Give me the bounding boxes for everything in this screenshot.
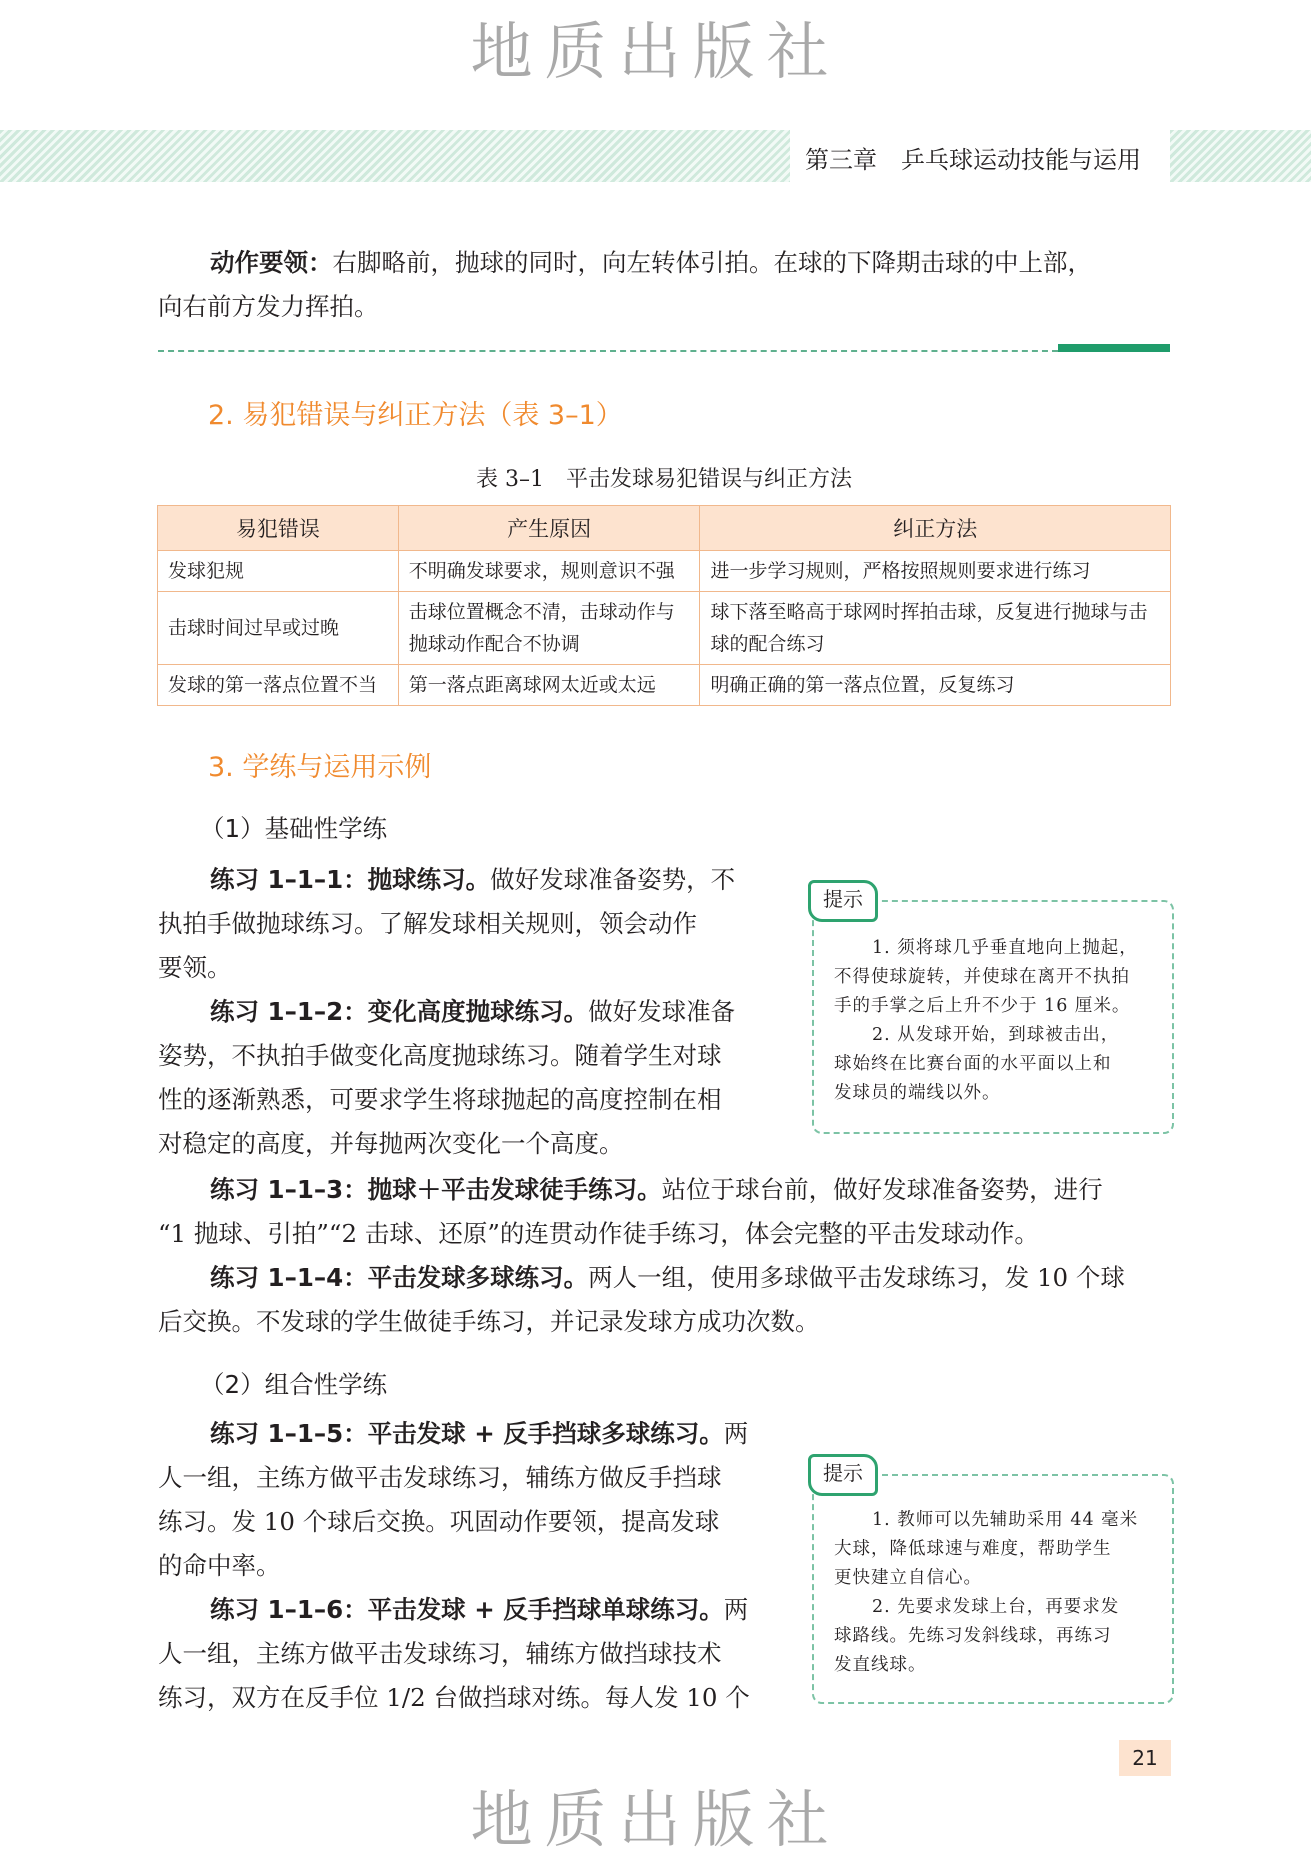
exercise-5-title: 练习 1–1–5：平击发球 + 反手挡球多球练习。 bbox=[210, 1419, 724, 1448]
table-cell-fix: 球下落至略高于球网时挥拍击球，反复进行抛球与击球的配合练习 bbox=[700, 592, 1171, 665]
tip1-line: 不得使球旋转，并使球在离开不执拍 bbox=[834, 967, 1130, 987]
section3-heading: 3. 学练与运用示例 bbox=[208, 752, 432, 783]
tip2-line: 球路线。先练习发斜线球，再练习 bbox=[834, 1626, 1112, 1646]
tip1-line: 手的手掌之后上升不少于 16 厘米。 bbox=[834, 996, 1131, 1016]
table-cell-cause: 不明确发球要求，规则意识不强 bbox=[398, 551, 700, 592]
exercise-6-line3: 练习，双方在反手位 1/2 台做挡球对练。每人发 10 个 bbox=[158, 1683, 750, 1712]
table-header-cell: 纠正方法 bbox=[700, 506, 1171, 551]
table-header-cell: 产生原因 bbox=[398, 506, 700, 551]
exercise-5-line3: 练习。发 10 个球后交换。巩固动作要领，提高发球 bbox=[158, 1507, 720, 1536]
header-hatch-left bbox=[0, 130, 790, 182]
section-divider bbox=[158, 350, 1058, 352]
section-divider-accent bbox=[1058, 344, 1170, 352]
exercise-5-line2: 人一组，主练方做平击发球练习，辅练方做反手挡球 bbox=[158, 1463, 722, 1492]
subsection2-heading: （2）组合性学练 bbox=[200, 1370, 388, 1399]
table-row bbox=[158, 551, 1171, 592]
table-header-cell: 易犯错误 bbox=[158, 506, 399, 551]
page-number: 21 bbox=[1119, 1740, 1171, 1776]
table-cell-fix: 明确正确的第一落点位置，反复练习 bbox=[700, 665, 1171, 706]
table-caption: 表 3–1 平击发球易犯错误与纠正方法 bbox=[476, 467, 852, 492]
tip1-line: 2. 从发球开始，到球被击出， bbox=[872, 1025, 1120, 1045]
exercise-2-line4: 对稳定的高度，并每抛两次变化一个高度。 bbox=[158, 1129, 624, 1158]
tip-box-1 bbox=[812, 887, 1174, 1134]
tip1-line: 球始终在比赛台面的水平面以上和 bbox=[834, 1054, 1112, 1074]
exercise-4-text: 两人一组，使用多球做平击发球练习，发 10 个球 bbox=[588, 1263, 1125, 1292]
table-cell-cause: 第一落点距离球网太近或太远 bbox=[398, 665, 700, 706]
exercise-6-title: 练习 1–1–6：平击发球 + 反手挡球单球练习。 bbox=[210, 1595, 724, 1624]
chapter-header bbox=[0, 130, 1311, 182]
exercise-2-line2: 姿势，不执拍手做变化高度抛球练习。随着学生对球 bbox=[158, 1041, 722, 1070]
tip2-line: 更快建立自信心。 bbox=[834, 1568, 982, 1588]
exercise-1-line3: 要领。 bbox=[158, 953, 232, 982]
exercise-3-line2: “1 抛球、引拍”“2 击球、还原”的连贯动作徒手练习，体会完整的平击发球动作。 bbox=[158, 1219, 1039, 1248]
exercise-6-text: 两 bbox=[723, 1595, 749, 1624]
key-points-line2: 向右前方发力挥拍。 bbox=[158, 292, 379, 321]
subsection1-heading: （1）基础性学练 bbox=[200, 814, 388, 843]
exercise-2-line3: 性的逐渐熟悉，可要求学生将球抛起的高度控制在相 bbox=[158, 1085, 722, 1114]
table-cell-cause: 击球位置概念不清，击球动作与抛球动作配合不协调 bbox=[398, 592, 700, 665]
header-hatch-right bbox=[1170, 130, 1311, 182]
exercise-3-title: 练习 1–1–3：抛球＋平击发球徒手练习。 bbox=[210, 1175, 662, 1204]
tip-label-1: 提示 bbox=[808, 880, 878, 922]
exercise-1-line1 bbox=[210, 858, 735, 902]
tip-label-2: 提示 bbox=[808, 1454, 878, 1496]
table-header-row bbox=[158, 506, 1171, 551]
table-cell-error: 击球时间过早或过晚 bbox=[158, 592, 399, 665]
tip2-line: 1. 教师可以先辅助采用 44 毫米 bbox=[872, 1510, 1139, 1530]
table-cell-error: 发球犯规 bbox=[158, 551, 399, 592]
tip-box-2 bbox=[812, 1461, 1174, 1704]
exercise-4-line2: 后交换。不发球的学生做徒手练习，并记录发球方成功次数。 bbox=[158, 1307, 820, 1336]
exercise-5-line1 bbox=[210, 1412, 748, 1456]
tip2-line: 发直线球。 bbox=[834, 1655, 927, 1675]
exercise-1-title: 练习 1–1–1：抛球练习。 bbox=[210, 865, 491, 894]
table-row bbox=[158, 665, 1171, 706]
exercise-4-title: 练习 1–1–4：平击发球多球练习。 bbox=[210, 1263, 589, 1292]
exercise-1-line2: 执拍手做抛球练习。了解发球相关规则，领会动作 bbox=[158, 909, 697, 938]
exercise-2-text: 做好发球准备 bbox=[588, 997, 736, 1026]
exercise-6-line1 bbox=[210, 1588, 748, 1632]
tip1-line: 发球员的端线以外。 bbox=[834, 1083, 1001, 1103]
exercise-4-line1 bbox=[210, 1256, 1125, 1300]
exercise-1-text: 做好发球准备姿势，不 bbox=[490, 865, 736, 894]
chapter-title: 第三章 乒乓球运动技能与运用 bbox=[805, 146, 1141, 174]
key-points-line1 bbox=[210, 241, 1092, 285]
table-row bbox=[158, 592, 1171, 665]
section2-heading: 2. 易犯错误与纠正方法（表 3–1） bbox=[208, 400, 623, 431]
errors-table bbox=[157, 505, 1171, 706]
tip1-line: 1. 须将球几乎垂直地向上抛起， bbox=[872, 938, 1138, 958]
table-cell-fix: 进一步学习规则，严格按照规则要求进行练习 bbox=[700, 551, 1171, 592]
tip2-line: 大球，降低球速与难度，帮助学生 bbox=[834, 1539, 1112, 1559]
exercise-2-title: 练习 1–1–2：变化高度抛球练习。 bbox=[210, 997, 589, 1026]
watermark-bottom: 地质出版社 bbox=[470, 1783, 841, 1856]
table-cell-error: 发球的第一落点位置不当 bbox=[158, 665, 399, 706]
key-points-label: 动作要领： bbox=[210, 248, 333, 277]
exercise-3-text: 站位于球台前，做好发球准备姿势，进行 bbox=[661, 1175, 1103, 1204]
exercise-3-line1 bbox=[210, 1168, 1103, 1212]
exercise-5-line4: 的命中率。 bbox=[158, 1551, 281, 1580]
watermark-top: 地质出版社 bbox=[470, 15, 841, 88]
exercise-2-line1 bbox=[210, 990, 735, 1034]
key-points-text1: 右脚略前，抛球的同时，向左转体引拍。在球的下降期击球的中上部， bbox=[332, 248, 1092, 277]
tip2-line: 2. 先要求发球上台，再要求发 bbox=[872, 1597, 1120, 1617]
exercise-6-line2: 人一组，主练方做平击发球练习，辅练方做挡球技术 bbox=[158, 1639, 722, 1668]
exercise-5-text: 两 bbox=[723, 1419, 749, 1448]
